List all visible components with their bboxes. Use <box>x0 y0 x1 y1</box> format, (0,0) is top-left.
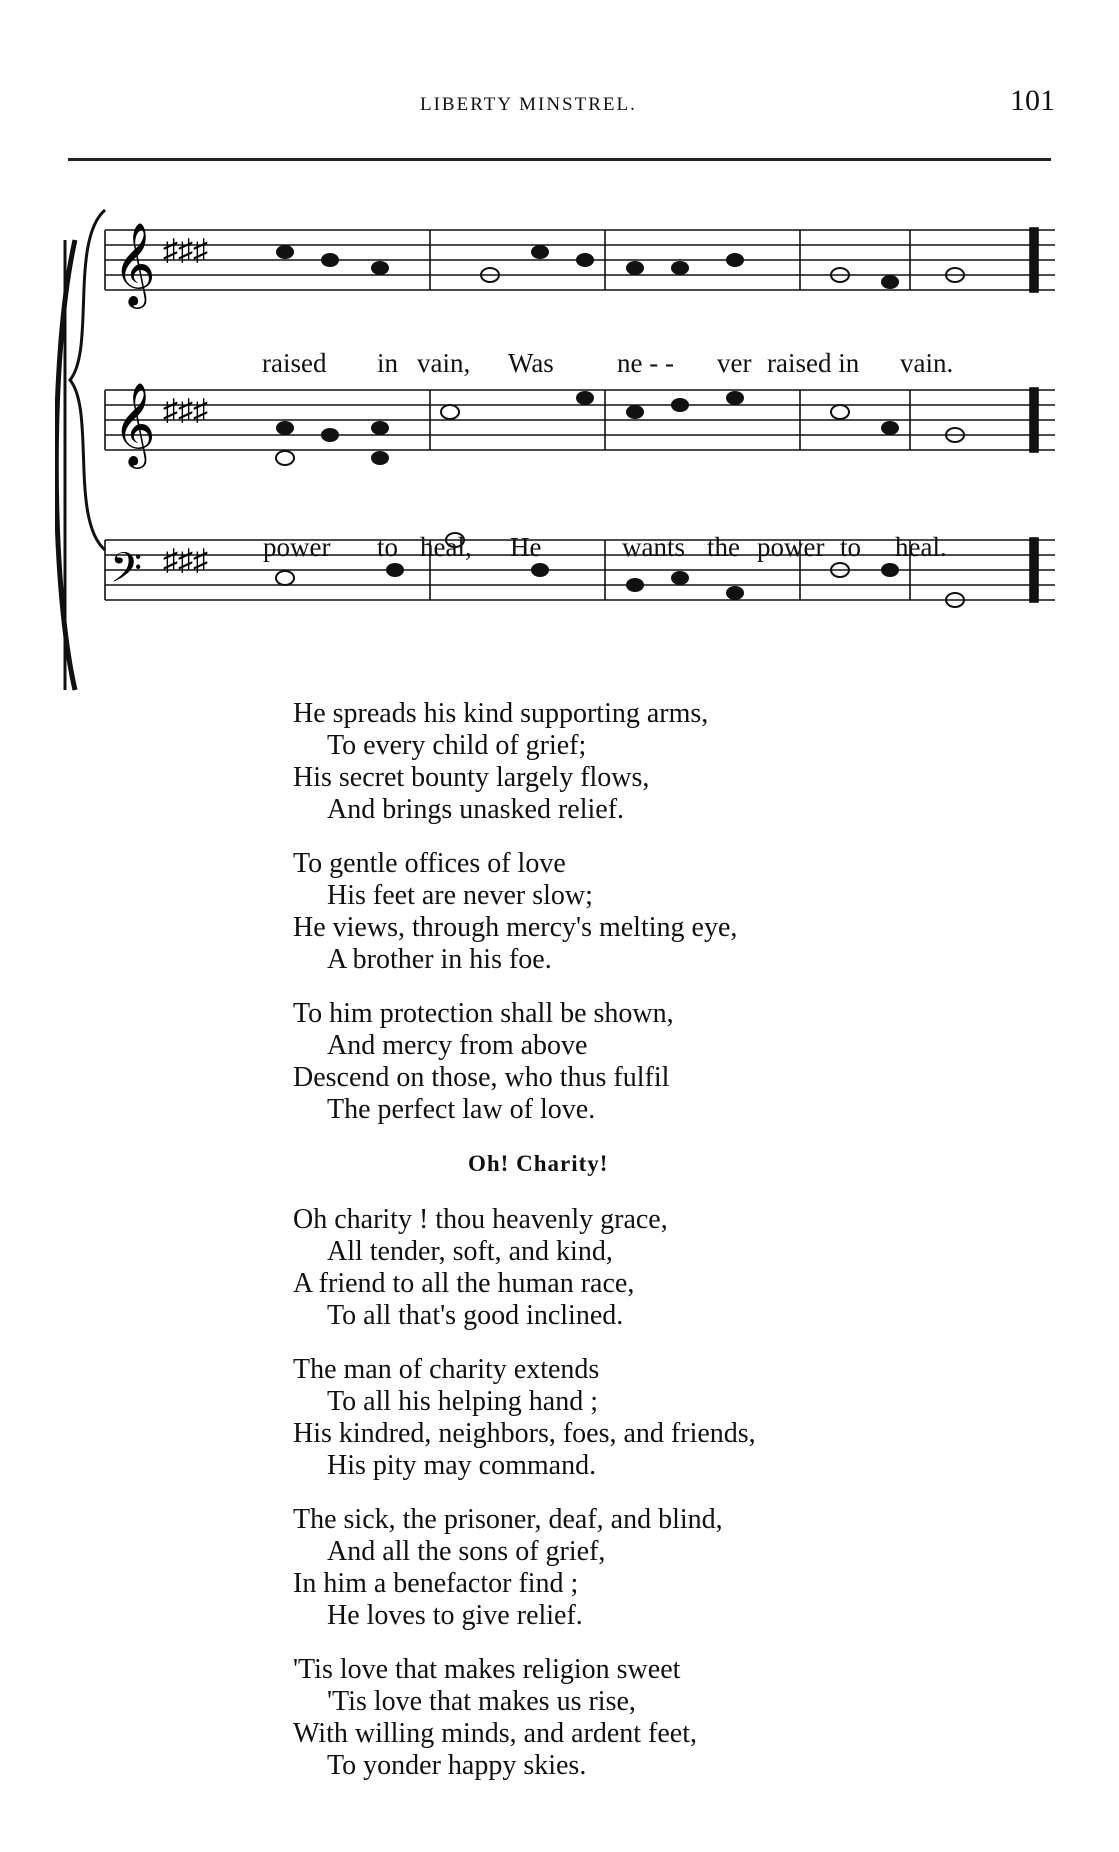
poem-line: Descend on those, who thus fulfil <box>293 1062 670 1093</box>
lyric-top-word: ne - - <box>617 348 674 378</box>
poem-2-stanza-4 <box>293 1654 993 1782</box>
poem-line: A brother in his foe. <box>327 944 552 975</box>
poem-text <box>293 698 993 1804</box>
hymn-title: Oh! Charity! <box>468 1151 609 1176</box>
lyric-middle-word: heal. <box>895 532 947 562</box>
running-title: LIBERTY MINSTREL. <box>420 94 637 115</box>
poem-line: And brings unasked relief. <box>327 794 625 825</box>
lyric-middle-word: heal, <box>420 532 472 562</box>
music-staves <box>55 200 1065 700</box>
notes-middle <box>276 391 964 465</box>
lyric-middle-word: to <box>377 532 399 562</box>
poem-line: Oh charity ! thou heavenly grace, <box>293 1204 668 1235</box>
poem-line: 'Tis love that makes religion sweet <box>293 1654 681 1685</box>
poem-line: The man of charity extends <box>293 1354 600 1385</box>
poem-line: And all the sons of grief, <box>327 1536 606 1567</box>
sharp-icon: ♯♯♯ <box>163 544 208 577</box>
poem-line: In him a benefactor find ; <box>293 1568 579 1599</box>
poem-1-stanza-1 <box>293 698 993 826</box>
poem-line: To every child of grief; <box>327 730 587 761</box>
poem-line: To yonder happy skies. <box>327 1750 587 1781</box>
poem-line: 'Tis love that makes us rise, <box>327 1686 636 1717</box>
poem-line: A friend to all the human race, <box>293 1268 635 1299</box>
lyric-middle-word: to <box>840 532 862 562</box>
poem-line: To all his helping hand ; <box>327 1386 599 1417</box>
header-rule <box>68 158 1051 161</box>
lyric-middle-word: power <box>757 532 825 562</box>
lyric-top-word: ver <box>717 348 752 378</box>
poem-line: The perfect law of love. <box>327 1094 596 1125</box>
poem-line: He spreads his kind supporting arms, <box>293 698 709 729</box>
poem-line: With willing minds, and ardent feet, <box>293 1718 698 1749</box>
poem-line: To gentle offices of love <box>293 848 566 879</box>
music-score <box>55 200 1065 705</box>
brace-top <box>70 210 105 550</box>
poem-line: To all that's good inclined. <box>327 1300 624 1331</box>
sharp-icon: ♯♯♯ <box>163 394 208 427</box>
poem-line: His feet are never slow; <box>327 880 593 911</box>
poem-2-stanza-2 <box>293 1354 993 1482</box>
treble-clef-icon: 𝄞 <box>113 381 156 465</box>
poem-line: He views, through mercy's melting eye, <box>293 912 738 943</box>
poem-line: His secret bounty largely flows, <box>293 762 650 793</box>
bass-clef-icon: 𝄢 <box>110 544 143 602</box>
lyric-top-word: vain, <box>417 348 471 378</box>
poem-2-stanza-1 <box>293 1204 993 1332</box>
lyric-middle-word: wants <box>622 532 685 562</box>
lyric-top-word: raised <box>262 348 327 378</box>
poem-line: The sick, the prisoner, deaf, and blind, <box>293 1504 723 1535</box>
lyric-middle-word: the <box>707 532 740 562</box>
lyric-top-word: raised in <box>767 348 860 378</box>
lyric-top-word: in <box>377 348 399 378</box>
poem-line: To him protection shall be shown, <box>293 998 674 1029</box>
treble-clef-icon: 𝄞 <box>113 221 156 305</box>
poem-line: His kindred, neighbors, foes, and friends, <box>293 1418 756 1449</box>
poem-line: He loves to give relief. <box>327 1600 583 1631</box>
lyric-top-word: Was <box>508 348 554 378</box>
notes-top <box>276 245 964 289</box>
poem-2-stanza-3 <box>293 1504 993 1632</box>
poem-line: And mercy from above <box>327 1030 588 1061</box>
poem-line: All tender, soft, and kind, <box>327 1236 613 1267</box>
lyric-top-word: vain. <box>900 348 954 378</box>
poem-1-stanza-3 <box>293 998 993 1126</box>
poem-1-stanza-2 <box>293 848 993 976</box>
poem-line: His pity may command. <box>327 1450 597 1481</box>
sharp-icon: ♯♯♯ <box>163 234 208 267</box>
page-number: 101 <box>1010 84 1055 117</box>
lyric-middle-word: power <box>263 532 331 562</box>
lyric-middle-word: He <box>510 532 542 562</box>
